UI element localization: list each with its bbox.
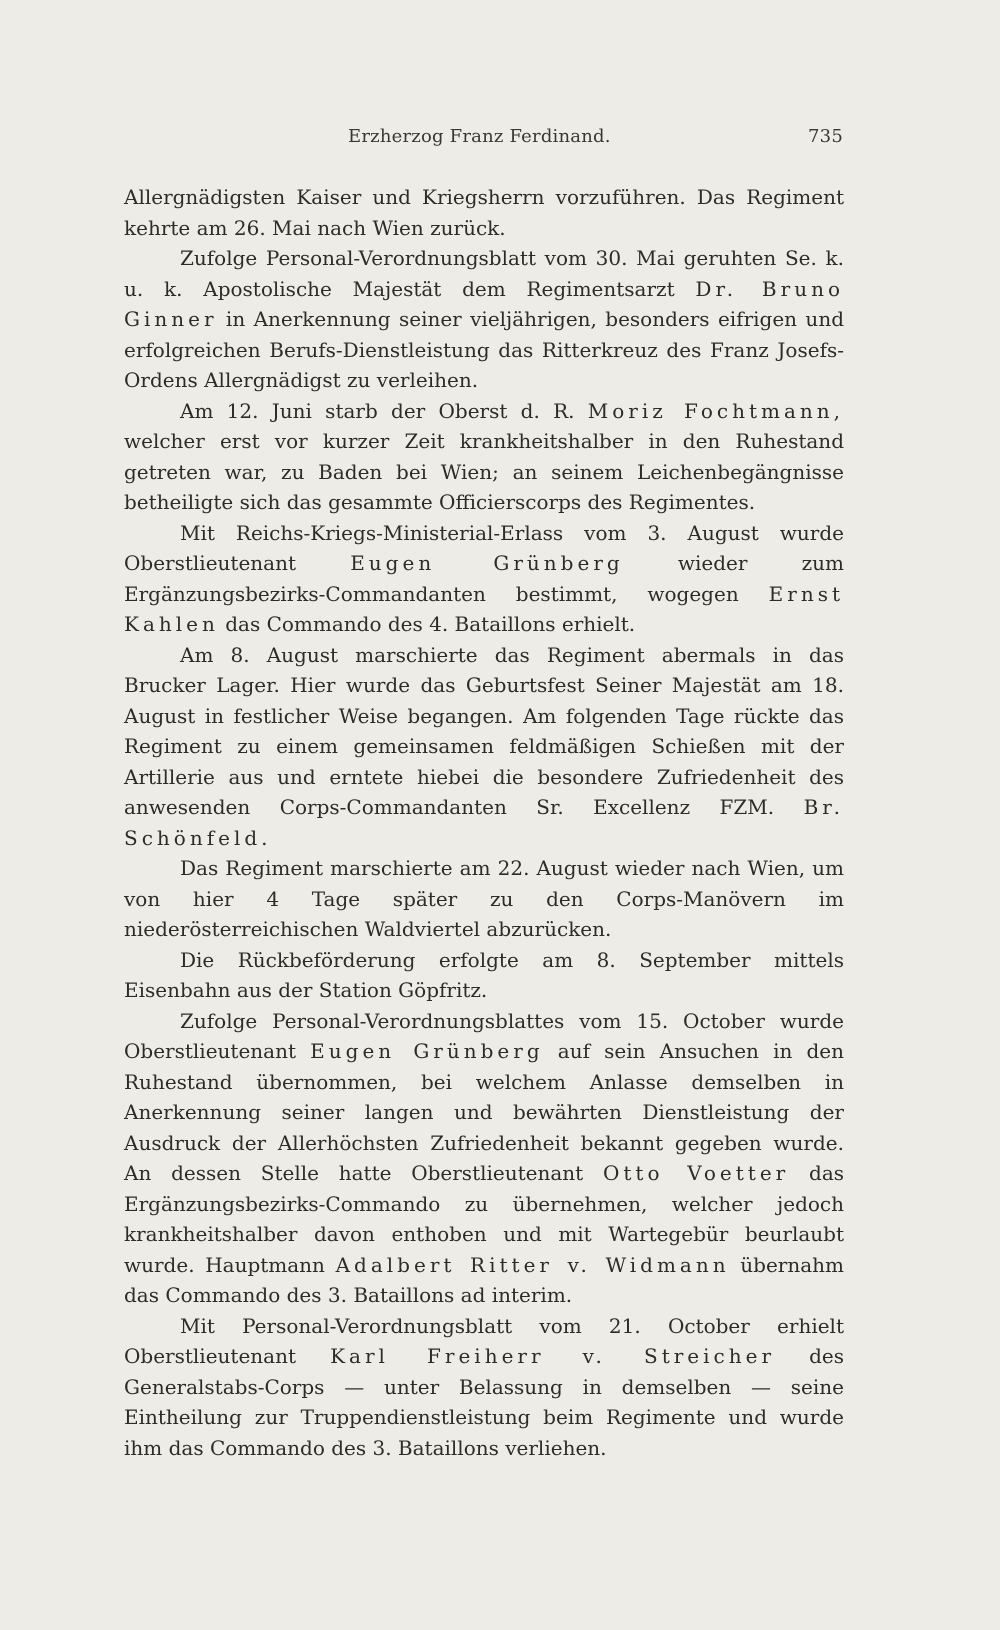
paragraph-text: Zufolge Personal-Verordnungsblattes vom 15. October wurde Oberstlieutenant <box>124 1008 844 1063</box>
paragraph-text: Am 12. Juni starb der Oberst d. R. <box>180 398 575 423</box>
person-name: Ernst Kahlen <box>124 581 845 636</box>
person-name: Eugen Grünberg <box>350 551 624 575</box>
paragraph-1 <box>124 182 844 243</box>
paragraph-3 <box>124 396 844 518</box>
paragraph-2 <box>124 243 844 396</box>
person-name: Eugen Grünberg <box>310 1039 544 1063</box>
paragraph-text: Mit Personal-Verordnungsblatt vom 21. October erhielt Oberstlieutenant <box>124 1313 844 1368</box>
person-name: Karl Freiherr v. Streicher <box>330 1344 775 1368</box>
paragraph-text: Zufolge Personal-Verordnungsblatt vom 30. Mai geruhten Se. k. u. k. Apostolische Majestät dem Regimentsarzt <box>124 246 844 301</box>
paragraph-text: Mit Reichs-Kriegs-Ministerial-Erlass vom 3. August wurde Oberstlieutenant <box>124 520 844 575</box>
paragraph-8 <box>124 1006 844 1311</box>
running-title: Erzherzog Franz Ferdinand. <box>348 126 611 147</box>
person-name: Br. Schönfeld. <box>124 795 844 850</box>
paragraph-9 <box>124 1311 844 1464</box>
paragraph-text: wieder zum Ergänzungsbezirks-Commandanten bestimmt, wogegen <box>124 551 844 606</box>
paragraph-text: Das Regiment marschierte am 22. August wieder nach Wien, um von hier 4 Tage später zu den Corps-Manövern im niederösterreichischen Waldviertel abzurücken. <box>124 856 844 941</box>
paragraph-text: Allergnädigsten Kaiser und Kriegsherrn vorzuführen. Das Regiment kehrte am 26. Mai nach Wien zurück. <box>124 185 844 240</box>
paragraph-text: in Anerkennung seiner vieljährigen, besonders eifrigen und erfolgreichen Berufs-Dienstleistung das Ritterkreuz des Franz Josefs-Ordens Allergnädigst zu verleihen. <box>124 307 844 392</box>
paragraph-text: welcher erst vor kurzer Zeit krankheitshalber in den Ruhestand getreten war, zu Baden bei Wien; an seinem Leichenbegängnisse betheiligte sich das gesammte Officierscorps des Regimentes. <box>124 429 844 514</box>
paragraph-5 <box>124 640 844 854</box>
paragraph-text: das Ergänzungsbezirks-Commando zu übernehmen, welcher jedoch krankheitshalber davon enthoben und mit Wartegebür beurlaubt wurde. Hauptmann <box>124 1161 845 1277</box>
paragraph-text: Am 8. August marschierte das Regiment abermals in das Brucker Lager. Hier wurde das Geburtsfest Seiner Majestät am 18. August in festlicher Weise begangen. Am folgenden Tage rückte das Regiment zu einem gemeinsamen feldmäßigen Schießen mit der Artillerie aus und erntete hiebei die besondere Zufriedenheit des anwesenden Corps-Commandanten Sr. Excellenz FZM. <box>124 642 844 819</box>
page-number: 735 <box>808 126 843 147</box>
paragraph-text: Die Rückbeförderung erfolgte am 8. September mittels Eisenbahn aus der Station Göpfritz. <box>124 947 844 1002</box>
paragraph-7 <box>124 945 844 1006</box>
paragraph-text: das Commando des 4. Bataillons erhielt. <box>225 612 636 636</box>
paragraph-text: auf sein Ansuchen in den Ruhestand übernommen, bei welchem Anlasse demselben in Anerkennung seiner langen und bewährten Dienstleistung der Ausdruck der Allerhöchsten Zufriedenheit bekannt gegeben wurde. An dessen Stelle hatte Oberstlieutenant <box>124 1039 845 1185</box>
person-name: Dr. Bruno Ginner <box>124 276 844 331</box>
main-text <box>124 182 844 1463</box>
paragraph-text: des Generalstabs-Corps — unter Belassung in demselben — seine Eintheilung zur Truppendienstleistung beim Regimente und wurde ihm das Commando des 3. Bataillons verliehen. <box>124 1344 844 1460</box>
paragraph-text: übernahm das Commando des 3. Bataillons ad interim. <box>124 1252 845 1307</box>
person-name: Moriz Fochtmann, <box>587 398 844 423</box>
person-name: Adalbert Ritter v. Widmann <box>335 1252 730 1277</box>
paragraph-6 <box>124 853 844 945</box>
paragraph-4 <box>124 518 844 640</box>
person-name: Otto Voetter <box>603 1161 790 1185</box>
